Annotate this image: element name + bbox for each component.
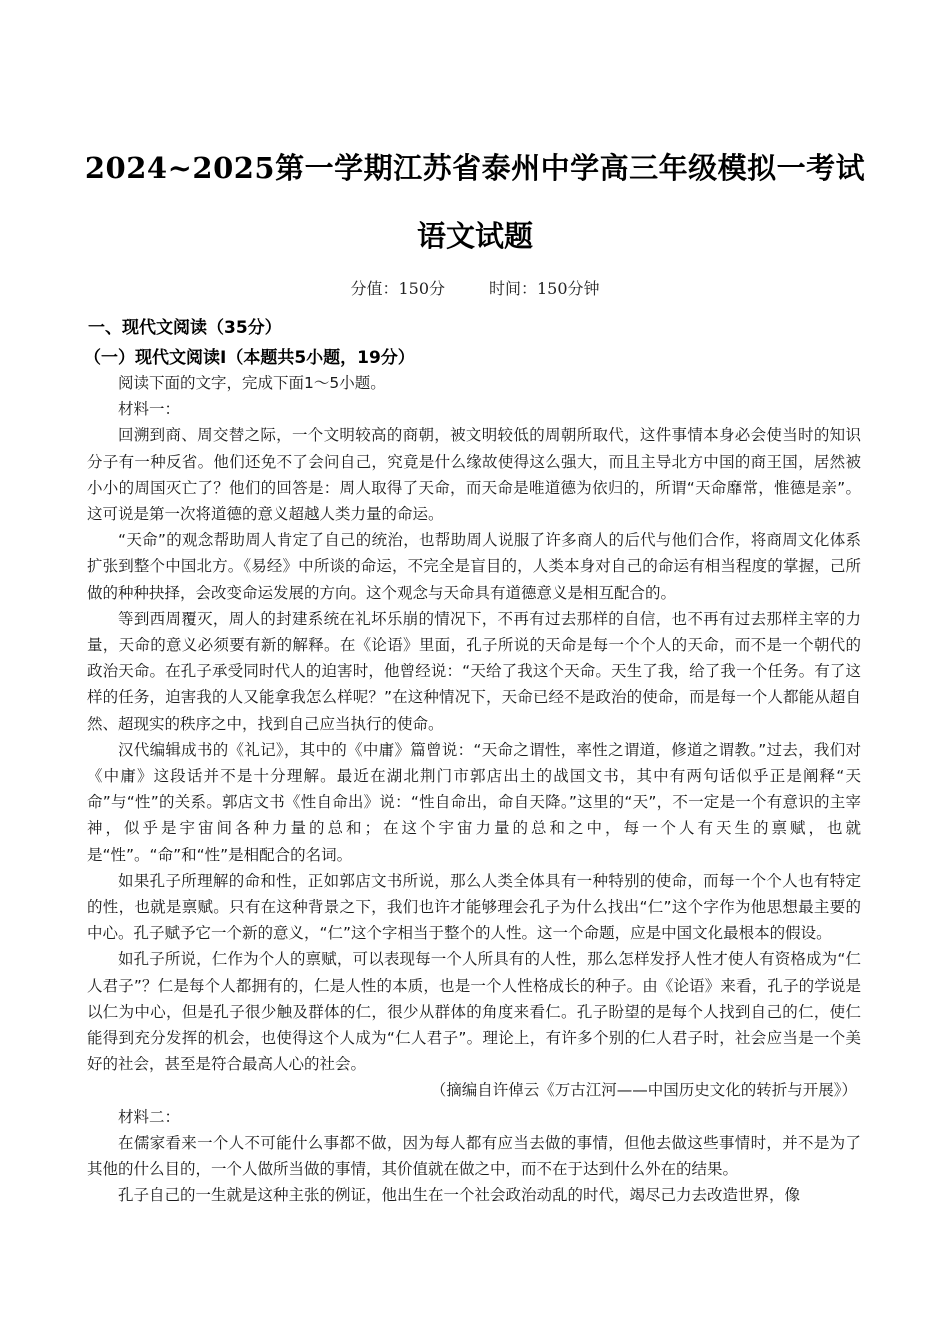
time-label: 时间：150分钟 bbox=[489, 279, 600, 298]
exam-title: 2024~2025第一学期江苏省泰州中学高三年级模拟一考试 bbox=[84, 151, 866, 185]
material1-paragraph: 等到西周覆灭，周人的封建系统在礼坏乐崩的情况下，不再有过去那样的自信，也不再有过去那样主宰的力量，天命的意义必须要有新的解释。在《论语》里面，孔子所说的天命是每一个个人的天命，而不是一个朝代的政治天命。在孔子承受同时代人的迫害时，他曾经说：“天给了我这个天命。天生了我，给了我一个任务。有了这样的任务，迫害我的人又能拿我怎么样呢？”在这种情况下，天命已经不是政治的使命，而是每一个人都能从超自然、超现实的秩序之中，找到自己应当执行的使命。 bbox=[87, 609, 861, 733]
score-label: 分值：150分 bbox=[350, 279, 445, 298]
material1-paragraph: 回溯到商、周交替之际，一个文明较高的商朝，被文明较低的周朝所取代，这件事情本身必会使当时的知识分子有一种反省。他们还免不了会问自己，究竟是什么缘故使得这么强大，而且主导北方中国的商王国，居然被小小的周国灭亡了？他们的回答是：周人取得了天命，而天命是唯道德为依归的，所谓“天命靡常，惟德是亲”。这可说是第一次将道德的意义超越人类力量的命运。 bbox=[87, 426, 861, 524]
material1-paragraph: 汉代编辑成书的《礼记》，其中的《中庸》篇曾说：“天命之谓性，率性之谓道，修道之谓教。”过去，我们对《中庸》这段话并不是十分理解。最近在湖北荆门市郭店出土的战国文书，其中有两句话似乎正是阐释“天命”与“性”的关系。郭店文书《性自命出》说：“性自命出，命自天降。”这里的“天”，不一定是一个有意识的主宰神，似乎是宇宙间各种力量的总和；在这个宇宙力量的总和之中，每一个人有天生的禀赋，也就是“性”。“命”和“性”是相配合的名词。 bbox=[87, 740, 861, 864]
instruction: 阅读下面的文字，完成下面1～5小题。 bbox=[118, 374, 386, 392]
reading-passage bbox=[87, 370, 861, 1209]
exam-subtitle: 语文试题 bbox=[416, 219, 533, 253]
material1-label: 材料一： bbox=[118, 400, 181, 419]
material1-source: （摘编自许倬云《万古江河——中国历史文化的转折与开展》） bbox=[430, 1081, 857, 1100]
section-subheading: （一）现代文阅读Ⅰ（本题共5小题，19分） bbox=[84, 348, 415, 368]
material1-paragraph: “天命”的观念帮助周人肯定了自己的统治，也帮助周人说服了许多商人的后代与他们合作，将商周文化体系扩张到整个中国北方。《易经》中所谈的命运，不完全是盲目的，人类本身对自己的命运有相当程度的掌握，己所做的种种抉择，会改变命运发展的方向。这个观念与天命具有道德意义是相互配合的。 bbox=[87, 531, 861, 602]
material2-paragraph: 孔子自己的一生就是这种主张的例证，他出生在一个社会政治动乱的时代，竭尽己力去改造世界，像 bbox=[118, 1186, 801, 1205]
material1-paragraph: 如果孔子所理解的命和性，正如郭店文书所说，那么人类全体具有一种特别的使命，而每一个个人也有特定的性，也就是禀赋。只有在这种背景之下，我们也许才能够理会孔子为什么找出“仁”这个字作为他思想最主要的中心。孔子赋予它一个新的意义，“仁”这个字相当于整个的人性。这一个命题，应是中国文化最根本的假设。 bbox=[87, 871, 861, 943]
section-heading: 一、现代文阅读（35分） bbox=[88, 318, 282, 338]
exam-meta bbox=[0, 276, 950, 299]
material2-label: 材料二： bbox=[118, 1107, 181, 1126]
material1-paragraph: 如孔子所说，仁作为个人的禀赋，可以表现每一个人所具有的人性，那么怎样发抒人性才使人有资格成为“仁人君子”？仁是每个人都拥有的，仁是人性的本质，也是一个人性格成长的种子。由《论语》来看，孔子的学说是以仁为中心，但是孔子很少触及群体的仁，很少从群体的角度来看仁。孔子盼望的是每个人找到自己的仁，使仁能得到充分发挥的机会，也使得这个人成为“仁人君子”。理论上，有许多个别的仁人君子时，社会应当是一个美好的社会，甚至是符合最高人心的社会。 bbox=[87, 950, 861, 1074]
material2-paragraph: 在儒家看来一个人不可能什么事都不做，因为每人都有应当去做的事情，但他去做这些事情时，并不是为了其他的什么目的，一个人做所当做的事情，其价值就在做之中，而不在于达到什么外在的结果。 bbox=[87, 1133, 861, 1179]
